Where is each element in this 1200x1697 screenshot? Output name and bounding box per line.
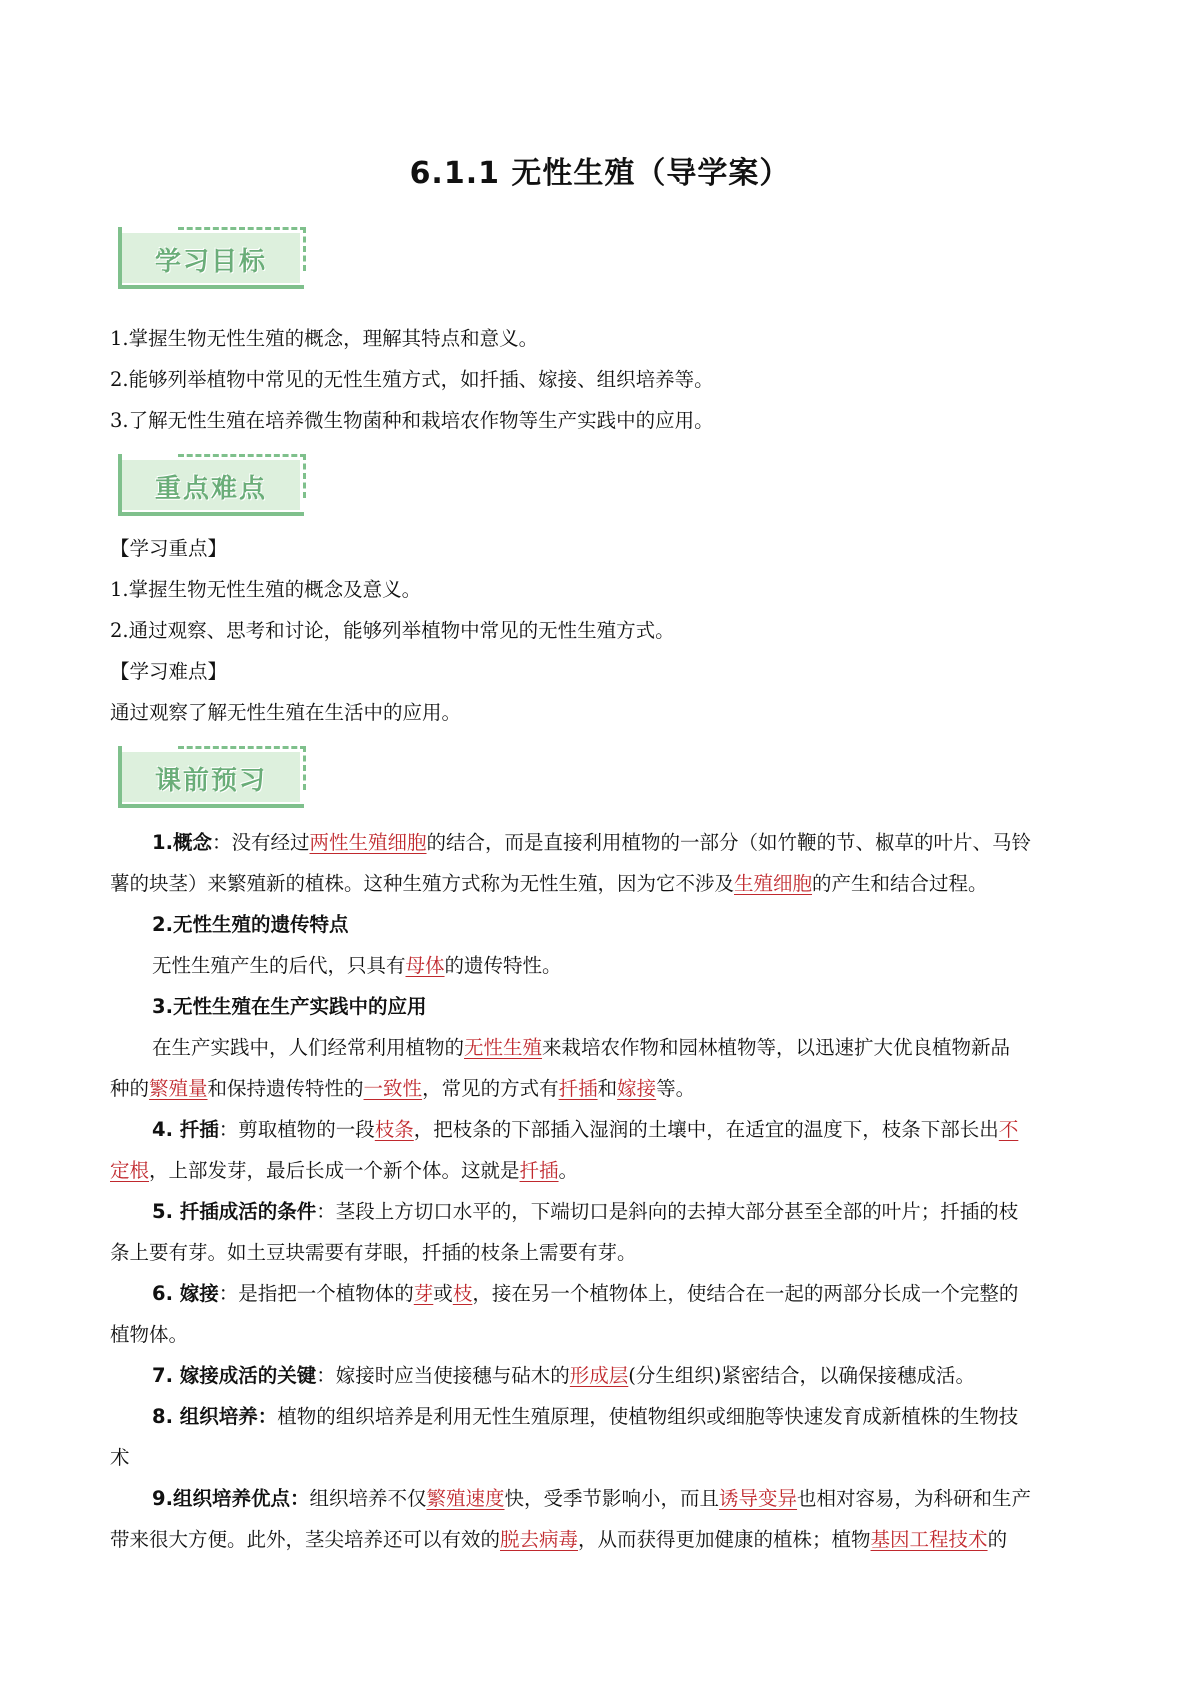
term-label: 1.概念 (152, 831, 212, 854)
page-title: 6.1.1 无性生殖（导学案） (409, 156, 791, 191)
answer-blank: 形成层 (569, 1364, 629, 1387)
preview-paragraph-4-cont: 定根，上部发芽，最后长成一个新个体。这就是扦插。 (110, 1159, 579, 1182)
preview-paragraph-2: 无性生殖产生的后代，只具有母体的遗传特性。 (152, 954, 562, 977)
preview-heading-2 (152, 904, 1137, 945)
preview-paragraph-1-cont: 薯的块茎）来繁殖新的植株。这种生殖方式称为无性生殖，因为它不涉及生殖细胞的产生和结合过程。 (110, 872, 988, 895)
answer-blank: 枝条 (374, 1118, 414, 1141)
answer-blank: 定根 (110, 1159, 150, 1182)
preview-paragraph-6: 6. 嫁接：是指把一个植物体的芽或枝，接在另一个植物体上，使结合在一起的两部分长成一个完整的 (152, 1282, 1019, 1305)
answer-blank: 芽 (413, 1282, 434, 1305)
term-label: 8. 组织培养： (152, 1405, 278, 1428)
answer-blank: 不 (998, 1118, 1019, 1141)
answer-blank: 扦插 (558, 1077, 598, 1100)
answer-blank: 无性生殖 (464, 1036, 543, 1059)
preview-paragraph-4: 4. 扦插：剪取植物的一段枝条，把枝条的下部插入湿润的土壤中，在适宜的温度下，枝条下部长出不 (152, 1118, 1019, 1141)
focus-label: 【学习重点】 (110, 537, 228, 560)
answer-blank: 基因工程技术 (870, 1528, 988, 1551)
answer-blank: 生殖细胞 (734, 872, 813, 895)
term-label: 6. 嫁接 (152, 1282, 219, 1305)
answer-blank: 嫁接 (617, 1077, 657, 1100)
answer-blank: 繁殖量 (149, 1077, 208, 1100)
section-header-objectives (118, 227, 306, 289)
term-label: 4. 扦插 (152, 1118, 219, 1141)
term-label: 7. 嫁接成活的关键 (152, 1364, 317, 1387)
answer-blank: 一致性 (363, 1077, 423, 1100)
preview-heading-3 (152, 986, 1137, 1027)
answer-blank: 诱导变异 (719, 1487, 798, 1510)
preview-paragraph-9: 9.组织培养优点：组织培养不仅繁殖速度快，受季节影响小，而且诱导变异也相对容易，为科研和生产 (152, 1487, 1032, 1510)
answer-blank: 扦插 (519, 1159, 559, 1182)
preview-paragraph-6-cont: 植物体。 (110, 1323, 189, 1346)
objective-item: 2.能够列举植物中常见的无性生殖方式，如扦插、嫁接、组织培养等。 (110, 368, 714, 391)
preview-paragraph-8: 8. 组织培养：植物的组织培养是利用无性生殖原理，使植物组织或细胞等快速发育成新植株的生物技 (152, 1405, 1019, 1428)
section-heading: 重点难点 (154, 474, 267, 504)
term-label: 5. 扦插成活的条件 (152, 1200, 317, 1223)
preview-paragraph-8-cont: 术 (110, 1446, 130, 1469)
focus-item: 1.掌握生物无性生殖的概念及意义。 (110, 578, 422, 601)
answer-blank: 枝 (452, 1282, 473, 1305)
focus-item: 2.通过观察、思考和讨论，能够列举植物中常见的无性生殖方式。 (110, 619, 675, 642)
section-heading: 学习目标 (154, 247, 267, 277)
objective-item: 1.掌握生物无性生殖的概念，理解其特点和意义。 (110, 327, 539, 350)
answer-blank: 两性生殖细胞 (309, 831, 427, 854)
preview-paragraph-7: 7. 嫁接成活的关键：嫁接时应当使接穗与砧木的形成层(分生组织)紧密结合，以确保接穗成活。 (152, 1364, 976, 1387)
objective-item: 3.了解无性生殖在培养微生物菌种和栽培农作物等生产实践中的应用。 (110, 409, 714, 432)
term-label: 3.无性生殖在生产实践中的应用 (152, 995, 427, 1018)
preview-paragraph-5-cont: 条上要有芽。如土豆块需要有芽眼，扦插的枝条上需要有芽。 (110, 1241, 637, 1264)
preview-paragraph-9-cont: 带来很大方便。此外，茎尖培养还可以有效的脱去病毒，从而获得更加健康的植株；植物基因工程技术的 (110, 1528, 1008, 1551)
preview-paragraph-5: 5. 扦插成活的条件：茎段上方切口水平的，下端切口是斜向的去掉大部分甚至全部的叶片；扦插的枝 (152, 1200, 1019, 1223)
section-header-preview (118, 746, 306, 808)
preview-paragraph-1: 1.概念：没有经过两性生殖细胞的结合，而是直接利用植物的一部分（如竹鞭的节、椒草的叶片、马铃 (152, 831, 1032, 854)
answer-blank: 脱去病毒 (500, 1528, 579, 1551)
term-label: 9.组织培养优点： (152, 1487, 310, 1510)
preview-paragraph-3: 在生产实践中，人们经常利用植物的无性生殖来栽培农作物和园林植物等，以迅速扩大优良植物新品 (152, 1036, 1011, 1059)
section-header-key-points (118, 454, 306, 516)
preview-paragraph-3-cont: 种的繁殖量和保持遗传特性的一致性，常见的方式有扦插和嫁接等。 (110, 1077, 696, 1100)
difficulty-label: 【学习难点】 (110, 660, 228, 683)
term-label: 2.无性生殖的遗传特点 (152, 913, 349, 936)
answer-blank: 繁殖速度 (426, 1487, 505, 1510)
difficulty-text: 通过观察了解无性生殖在生活中的应用。 (110, 701, 462, 724)
answer-blank: 母体 (405, 954, 445, 977)
section-heading: 课前预习 (154, 766, 267, 796)
